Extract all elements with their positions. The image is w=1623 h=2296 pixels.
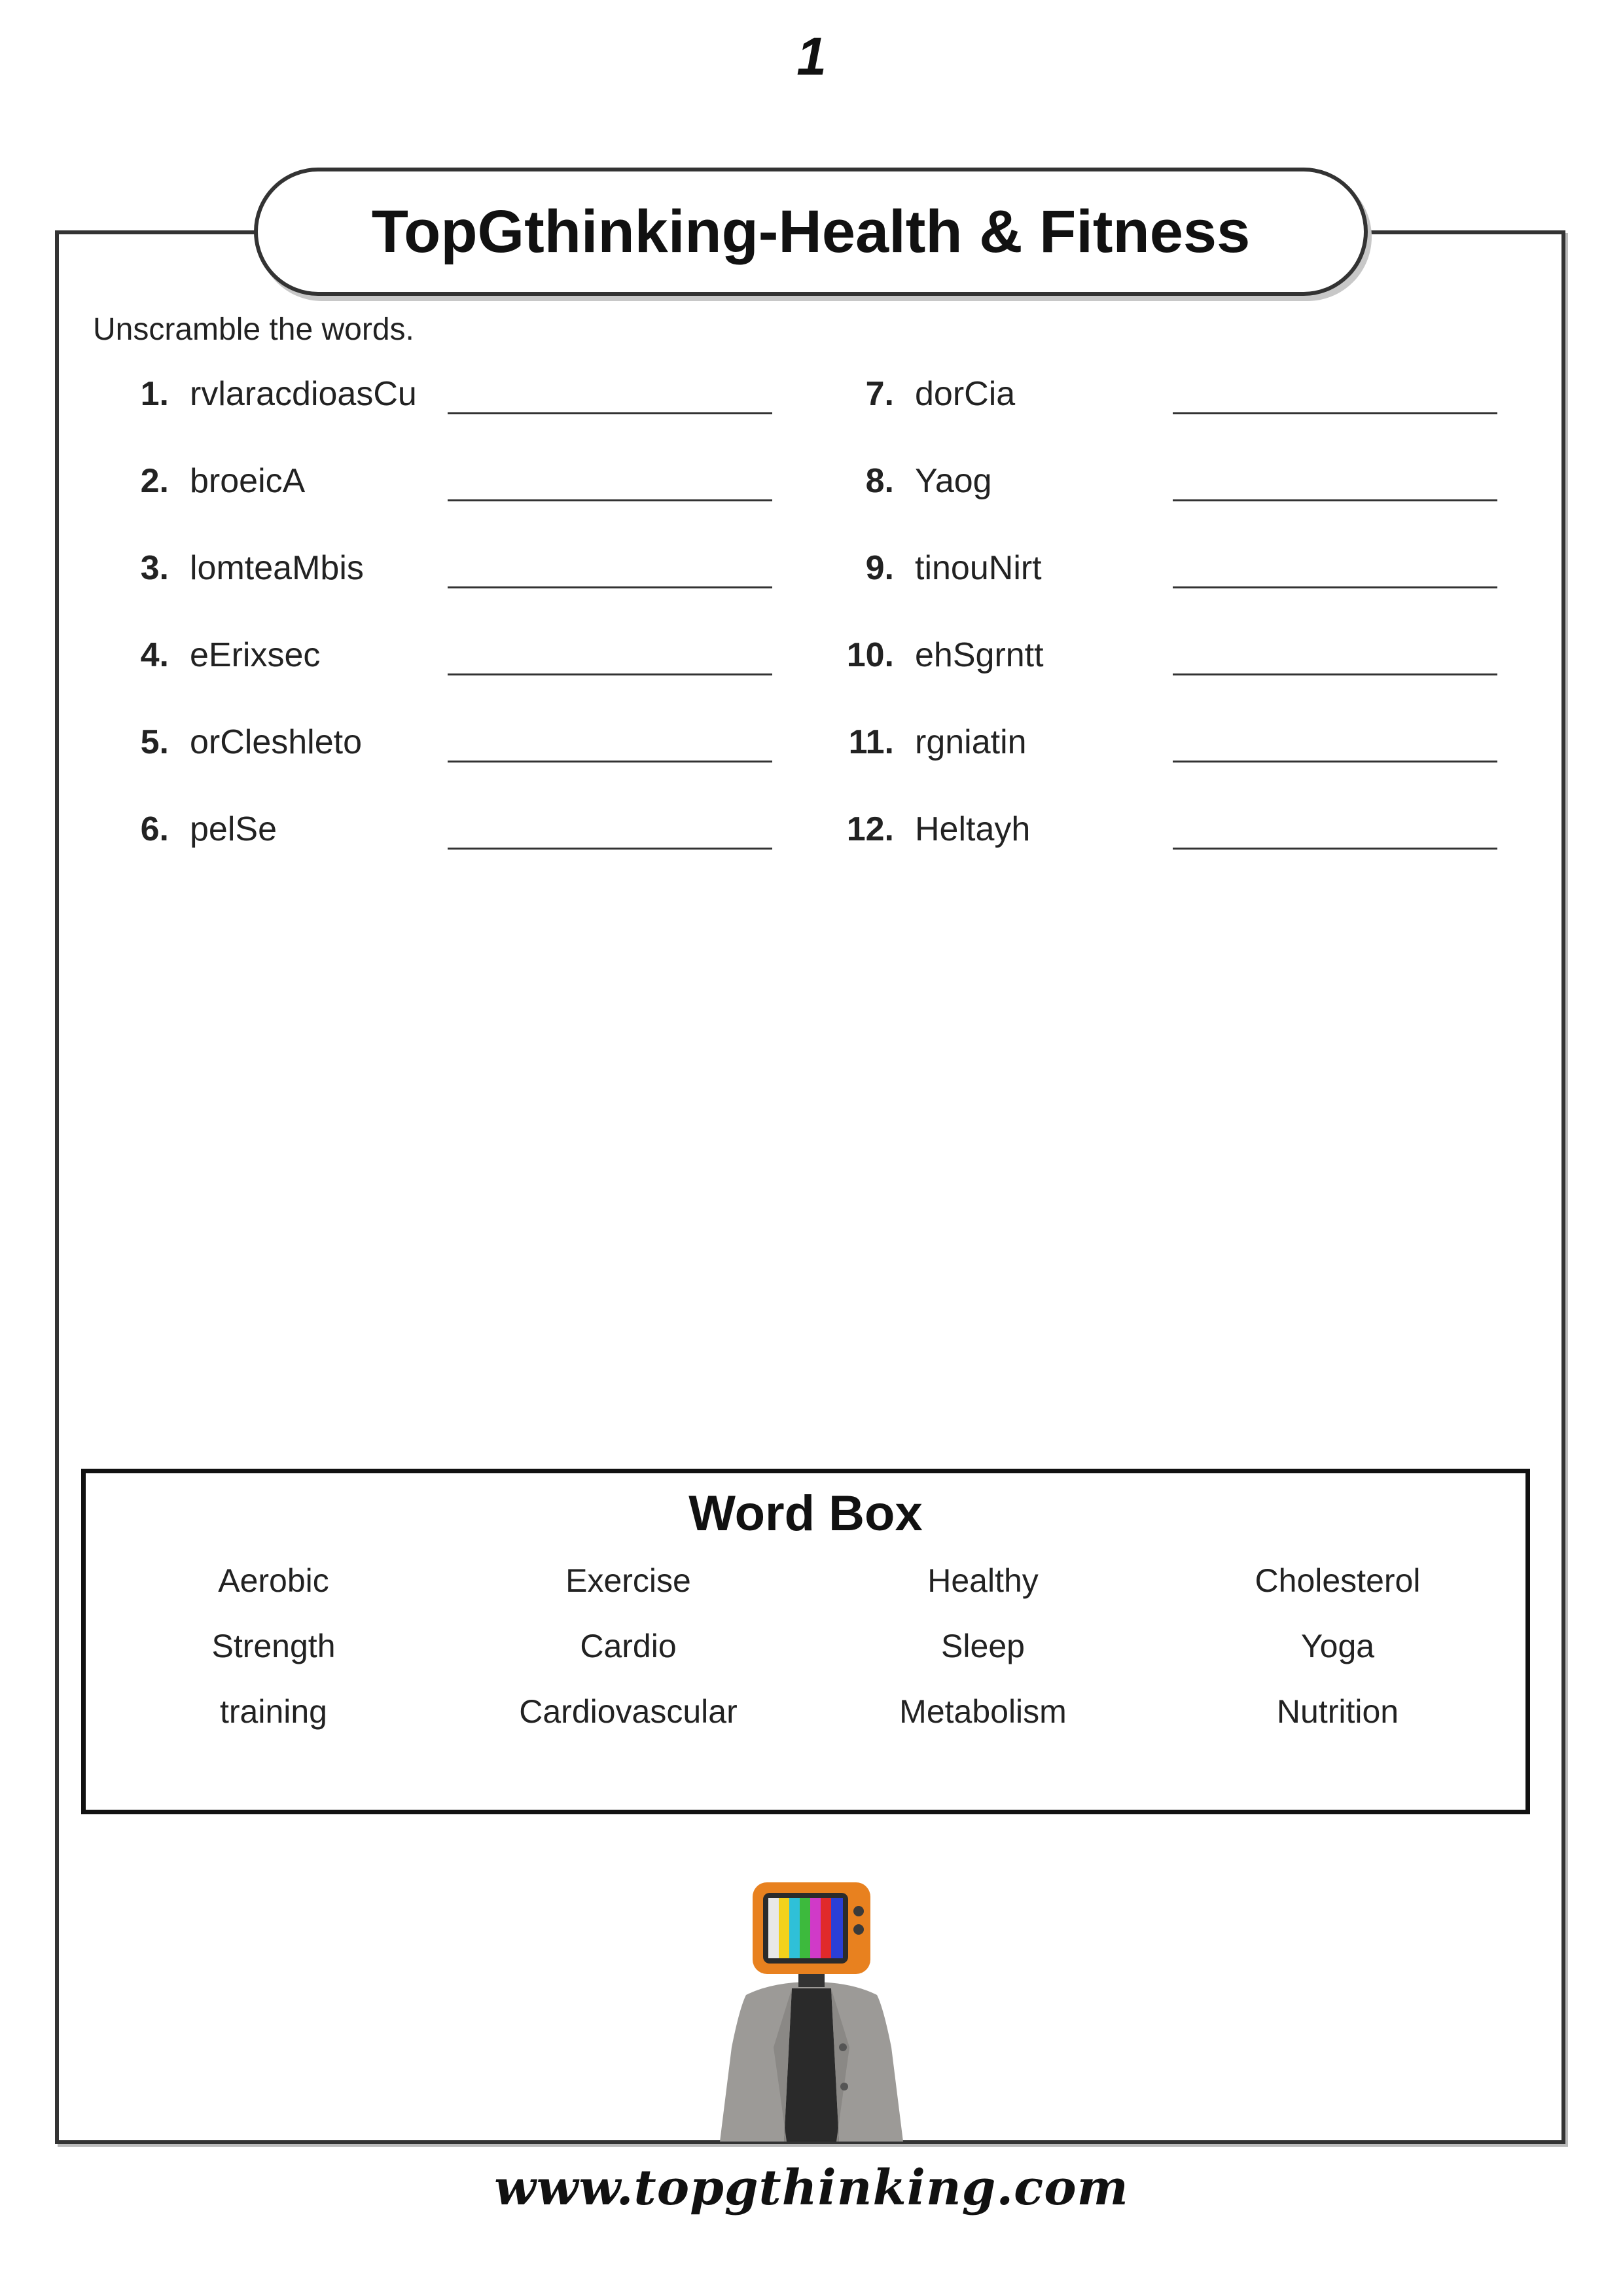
scrambled-word: dorCia: [915, 375, 1016, 413]
answer-line[interactable]: [1173, 499, 1497, 501]
word-box-word: Exercise: [565, 1562, 691, 1599]
page-number: 1: [796, 27, 827, 86]
worksheet-frame: [55, 230, 1565, 2144]
item-number: 6.: [140, 810, 169, 848]
item-number: 3.: [140, 549, 169, 587]
scrambled-word: eErixsec: [190, 636, 321, 674]
word-box-grid: [96, 1561, 1515, 1731]
scrambled-word: rgniatin: [915, 723, 1027, 761]
scrambled-word: Heltayh: [915, 810, 1031, 848]
item-number: 5.: [140, 723, 169, 761]
item-number: 9.: [865, 549, 894, 587]
answer-line[interactable]: [1173, 761, 1497, 762]
scrambled-word: pelSe: [190, 810, 277, 848]
word-box-word: Metabolism: [899, 1693, 1067, 1730]
word-box: [81, 1469, 1530, 1814]
answer-line[interactable]: [448, 761, 772, 762]
scrambled-word: orCleshleto: [190, 723, 363, 761]
item-number: 2.: [140, 462, 169, 500]
scrambled-word: rvlaracdioasCu: [190, 375, 417, 413]
word-box-word: Cholesterol: [1255, 1562, 1421, 1599]
answer-line[interactable]: [448, 499, 772, 501]
word-box-word: Sleep: [941, 1628, 1025, 1664]
word-box-word: Healthy: [927, 1562, 1039, 1599]
item-number: 7.: [865, 375, 894, 413]
word-box-word: training: [220, 1693, 327, 1730]
answer-line[interactable]: [1173, 412, 1497, 414]
worksheet-title: TopGthinking-Health & Fitness: [371, 198, 1251, 265]
word-box-word: Aerobic: [218, 1562, 329, 1599]
scrambled-word: Yaog: [915, 462, 992, 500]
answer-line[interactable]: [448, 586, 772, 588]
item-number: 10.: [846, 636, 894, 674]
scrambled-word: lomteaMbis: [190, 549, 364, 587]
answer-line[interactable]: [448, 673, 772, 675]
item-number: 11.: [848, 723, 894, 761]
item-number: 1.: [140, 375, 169, 413]
word-box-word: Cardiovascular: [519, 1693, 738, 1730]
answer-line[interactable]: [448, 412, 772, 414]
answer-line[interactable]: [1173, 586, 1497, 588]
scrambled-word: ehSgrntt: [915, 636, 1044, 674]
item-number: 12.: [846, 810, 894, 848]
word-box-title: Word Box: [688, 1486, 923, 1541]
scrambled-word: broeicA: [190, 462, 306, 500]
item-number: 4.: [140, 636, 169, 674]
answer-line[interactable]: [1173, 848, 1497, 850]
word-box-word: Cardio: [580, 1628, 677, 1664]
answer-line[interactable]: [1173, 673, 1497, 675]
answer-line[interactable]: [448, 848, 772, 850]
word-box-word: Nutrition: [1276, 1693, 1399, 1730]
word-box-word: Yoga: [1300, 1628, 1375, 1664]
tv-head-figure-illustration: [700, 1877, 923, 2142]
instruction-text: Unscramble the words.: [93, 312, 414, 347]
word-box-word: Strength: [211, 1628, 336, 1664]
title-banner: [254, 168, 1368, 296]
website-footer: www.topgthinking.com: [494, 2160, 1129, 2216]
scrambled-word: tinouNirt: [915, 549, 1042, 587]
item-number: 8.: [865, 462, 894, 500]
